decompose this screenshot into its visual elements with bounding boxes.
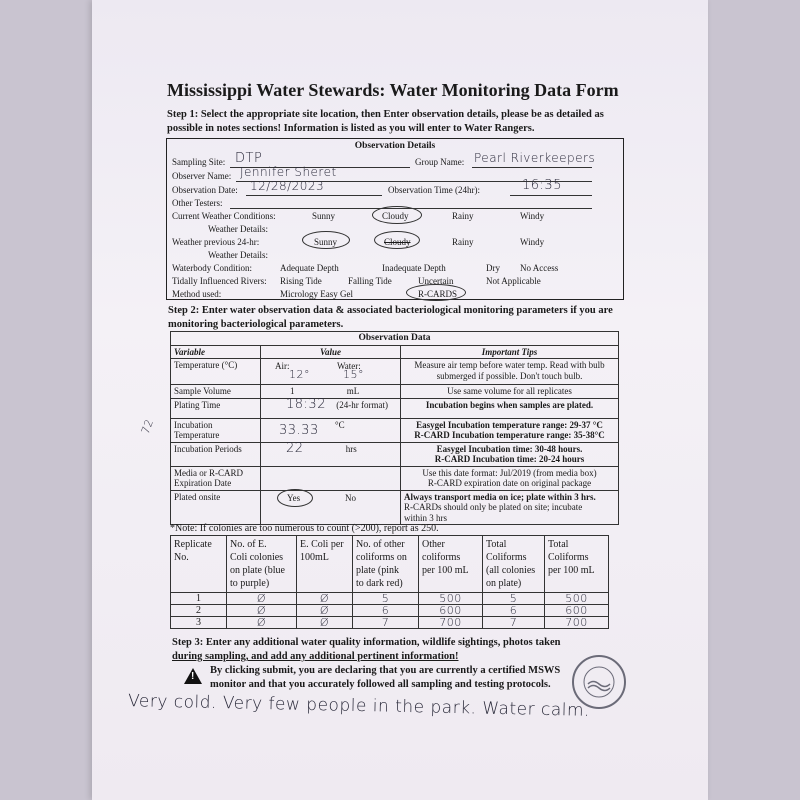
plated-onsite-no[interactable]: No <box>345 492 356 503</box>
waterbody-inadequate[interactable]: Inadequate Depth <box>382 263 446 273</box>
replicate-value-field[interactable]: Ø <box>297 593 353 605</box>
replicates-table <box>170 535 609 629</box>
replicate-value-field[interactable]: 600 <box>545 605 609 617</box>
replicates-header-cell: Total Coliforms per 100 mL <box>545 536 609 593</box>
incubation-period-field[interactable]: 22 <box>286 440 304 456</box>
waterbody-adequate[interactable]: Adequate Depth <box>280 263 339 273</box>
air-label: Air: <box>275 361 290 371</box>
handwritten-notes[interactable]: Very cold. Very few people in the park. Water calm. <box>127 691 591 721</box>
row-plated-onsite: Plated onsite Yes No Always transport media on ice; plate within 3 hrs. R-CARDs should only be plated on site; incubate within 3 hrs <box>171 490 619 525</box>
tidal-label: Tidally Influenced Rivers: <box>172 276 267 286</box>
step3-instructions: Step 3: Enter any additional water quality information, wildlife sightings, photos taken during sampling, and add any additional pertinent information! <box>172 637 561 662</box>
incubation-temp-field[interactable]: 33.33 <box>279 422 319 438</box>
prev-weather-cloudy-crossed[interactable]: Cloudy <box>384 237 411 247</box>
waterbody-dry[interactable]: Dry <box>486 263 500 273</box>
declaration-text: By clicking submit, you are declaring that you are currently a certified MSWS monitor and that you accurately followed all sampling and testing protocols. <box>210 665 561 690</box>
other-testers-label: Other Testers: <box>172 198 223 208</box>
method-label: Method used: <box>172 289 222 299</box>
sample-volume-field[interactable]: 1 <box>290 386 295 396</box>
observer-name-field[interactable]: Jennifer Sheret <box>240 165 337 179</box>
prev-weather-windy[interactable]: Windy <box>520 237 545 247</box>
row-plating-time: Plating Time 18:32 (24-hr format) Incubation begins when samples are plated. <box>171 398 619 418</box>
observation-data-table <box>170 331 619 525</box>
plating-time-field[interactable]: 18:32 <box>286 396 326 412</box>
tidal-uncertain[interactable]: Uncertain <box>418 276 454 286</box>
observation-date-field[interactable]: 12/28/2023 <box>250 179 325 193</box>
observation-date-line <box>246 195 382 196</box>
replicates-header-cell: No. of E. Coli colonies on plate (blue to purple) <box>227 536 297 593</box>
tidal-rising[interactable]: Rising Tide <box>280 276 322 286</box>
prev-weather-selection-circle <box>302 231 350 249</box>
replicate-row <box>171 605 609 617</box>
replicate-value-field[interactable]: 700 <box>419 617 483 629</box>
prev-weather-crossed-circle <box>374 231 420 249</box>
replicate-number: 2 <box>171 605 227 617</box>
replicate-number: 1 <box>171 593 227 605</box>
water-label: Water: <box>337 361 361 371</box>
plated-onsite-circle <box>277 489 313 507</box>
method-rcards[interactable]: R-CARDS <box>418 289 458 299</box>
row-media-expiration: Media or R-CARD Expiration Date Use this date format: Jul/2019 (from media box) R-CARD expiration date on original package <box>171 466 619 490</box>
current-weather-selection-circle <box>372 206 422 224</box>
group-name-field[interactable]: Pearl Riverkeepers <box>474 151 596 165</box>
step2-instructions: Step 2: Enter water observation data & associated bacteriological monitoring parameters if you are monitoring bacteriological parameters. <box>168 305 613 330</box>
tidal-falling[interactable]: Falling Tide <box>348 276 392 286</box>
replicate-value-field[interactable]: 7 <box>353 617 419 629</box>
observation-time-line <box>510 195 592 196</box>
replicate-value-field[interactable]: 5 <box>483 593 545 605</box>
replicates-header-cell: Replicate No. <box>171 536 227 593</box>
row-sample-volume: Sample Volume 1 mL Use same volume for all replicates <box>171 385 619 399</box>
col-value: Value <box>261 345 401 359</box>
col-tips: Important Tips <box>401 345 619 359</box>
waterbody-label: Waterbody Condition: <box>172 263 253 273</box>
warning-icon: ! <box>184 668 202 684</box>
step1-instructions: Step 1: Select the appropriate site location, then Enter observation details, please be as detailed as possible in notes sections! Information is listed as you will enter to Water Rangers. <box>167 109 604 134</box>
replicate-value-field[interactable]: 6 <box>483 605 545 617</box>
sampling-site-label: Sampling Site: <box>172 157 226 167</box>
sampling-site-field[interactable]: DTP <box>235 151 263 166</box>
observation-time-label: Observation Time (24hr): <box>388 185 480 195</box>
replicate-value-field[interactable]: 500 <box>419 593 483 605</box>
observation-data-heading: Observation Data <box>171 332 619 346</box>
tidal-not-applicable[interactable]: Not Applicable <box>486 276 541 286</box>
water-temp-field[interactable]: 15° <box>343 368 364 381</box>
weather-details-label: Weather Details: <box>208 224 268 234</box>
observation-details-heading: Observation Details <box>354 141 436 151</box>
air-temp-field[interactable]: 12° <box>289 368 310 381</box>
observer-name-label: Observer Name: <box>172 171 232 181</box>
form-title: Mississippi Water Stewards: Water Monitoring Data Form <box>167 80 619 100</box>
prev-weather-rainy[interactable]: Rainy <box>452 237 474 247</box>
method-easygel[interactable]: Micrology Easy Gel <box>280 289 353 299</box>
method-selection-circle <box>406 284 466 301</box>
replicate-value-field[interactable]: Ø <box>227 617 297 629</box>
colony-note: *Note: If colonies are too numerous to count (>200), report as 250. <box>170 523 439 534</box>
replicates-header-row <box>171 536 609 593</box>
current-weather-rainy[interactable]: Rainy <box>452 211 474 221</box>
replicates-header-cell: Other coliforms per 100 mL <box>419 536 483 593</box>
observation-time-field[interactable]: 16:35 <box>522 178 562 193</box>
row-incubation-temp: Incubation Temperature 33.33 °C Easygel Incubation temperature range: 29-37 °C R-CARD Incubation temperature range: 35-38°C <box>171 418 619 442</box>
waterbody-no-access[interactable]: No Access <box>520 263 559 273</box>
replicate-value-field[interactable]: 700 <box>545 617 609 629</box>
current-weather-windy[interactable]: Windy <box>520 211 545 221</box>
replicates-header-cell: No. of other coliforms on plate (pink to dark red) <box>353 536 419 593</box>
plated-onsite-yes[interactable]: Yes <box>287 492 301 503</box>
replicate-value-field[interactable]: Ø <box>297 605 353 617</box>
replicate-value-field[interactable]: 7 <box>483 617 545 629</box>
replicate-row <box>171 593 609 605</box>
current-weather-sunny[interactable]: Sunny <box>312 211 336 221</box>
replicate-value-field[interactable]: Ø <box>227 593 297 605</box>
row-temperature: Temperature (°C) Air: 12° Water: 15° Measure air temp before water temp. Read with bulb submerged if possible. Don't touch bulb. <box>171 359 619 385</box>
current-weather-cloudy[interactable]: Cloudy <box>382 211 409 221</box>
observation-date-label: Observation Date: <box>172 185 238 195</box>
replicate-value-field[interactable]: 500 <box>545 593 609 605</box>
row-incubation-periods: Incubation Periods 22 hrs Easygel Incubation time: 30-48 hours. R-CARD Incubation time: 20-24 hours <box>171 442 619 466</box>
weather-details-label-2: Weather Details: <box>208 250 268 260</box>
replicates-header-cell: E. Coli per 100mL <box>297 536 353 593</box>
prev-weather-sunny[interactable]: Sunny <box>314 237 338 247</box>
weather-prev-label: Weather previous 24-hr: <box>172 237 260 247</box>
replicate-value-field[interactable]: 6 <box>353 605 419 617</box>
margin-note: 72 <box>138 417 157 436</box>
replicate-value-field[interactable]: Ø <box>297 617 353 629</box>
replicate-row <box>171 617 609 629</box>
replicates-header-cell: Total Coliforms (all colonies on plate) <box>483 536 545 593</box>
group-name-line <box>472 167 592 168</box>
current-weather-label: Current Weather Conditions: <box>172 211 276 221</box>
replicate-value-field[interactable]: 5 <box>353 593 419 605</box>
replicate-number: 3 <box>171 617 227 629</box>
replicate-value-field[interactable]: Ø <box>227 605 297 617</box>
seal-graphic <box>574 657 624 707</box>
replicate-value-field[interactable]: 600 <box>419 605 483 617</box>
col-variable: Variable <box>171 345 261 359</box>
group-name-label: Group Name: <box>415 157 465 167</box>
media-expiration-field[interactable] <box>261 466 401 490</box>
